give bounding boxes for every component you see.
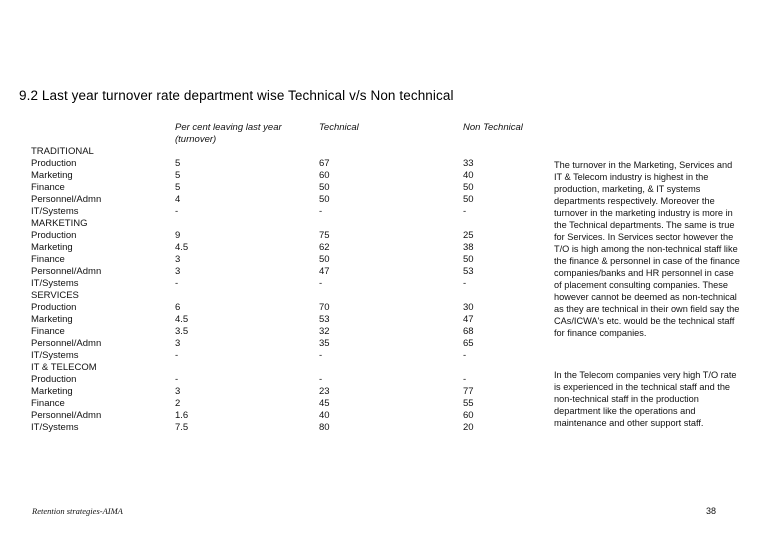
dept-name: Personnel/Admn [31, 410, 102, 421]
non-tech-value: 33 [463, 158, 474, 169]
tech-value: - [319, 278, 323, 289]
pct-value: 4.5 [175, 314, 189, 325]
tech-value: 40 [319, 410, 330, 421]
dept-name: Personnel/Admn [31, 338, 102, 349]
non-tech-value: 50 [463, 194, 474, 205]
group-spacer [175, 290, 188, 302]
dept-name: Production [31, 302, 77, 313]
non-tech-value: 40 [463, 170, 474, 181]
dept-name: IT/Systems [31, 206, 79, 217]
pct-value: 5 [175, 170, 181, 181]
pct-value: 2 [175, 398, 181, 409]
tech-value: - [319, 374, 323, 385]
non-tech-value: 25 [463, 230, 474, 241]
group-spacer [463, 218, 474, 230]
pct-value: 3 [175, 386, 181, 397]
group-spacer [319, 362, 330, 374]
non-tech-value: 20 [463, 422, 474, 433]
non-tech-value: 55 [463, 398, 474, 409]
dept-name: Production [31, 230, 77, 241]
pct-value: 9 [175, 230, 181, 241]
dept-name: Production [31, 374, 77, 385]
non-tech-value: 65 [463, 338, 474, 349]
tech-value: 50 [319, 182, 330, 193]
pct-value: 1.6 [175, 410, 189, 421]
tech-value: 70 [319, 302, 330, 313]
group-spacer [175, 218, 188, 230]
page-number: 38 [706, 506, 717, 516]
technical-column [319, 158, 330, 434]
non-tech-value: 68 [463, 326, 474, 337]
pct-value: 4.5 [175, 242, 189, 253]
non-tech-value: - [463, 278, 467, 289]
page-title: 9.2 Last year turnover rate department wise Technical v/s Non technical [19, 88, 454, 103]
tech-value: 53 [319, 314, 330, 325]
tech-value: 80 [319, 422, 330, 433]
tech-value: 62 [319, 242, 330, 253]
group-label-it-telecom: IT & TELECOM [31, 362, 97, 373]
commentary-paragraph-2: In the Telecom companies very high T/O rate is experienced in the technical staff and the non-technical staff in the production department like the operations and maintenance and other support staff. [554, 370, 737, 428]
header-percent-leaving: Per cent leaving last year (turnover) [175, 122, 282, 145]
tech-value: 47 [319, 266, 330, 277]
pct-value: 6 [175, 302, 181, 313]
pct-value: 3.5 [175, 326, 189, 337]
pct-value: 3 [175, 254, 181, 265]
dept-name: IT/Systems [31, 350, 79, 361]
non-tech-value: 38 [463, 242, 474, 253]
group-spacer [175, 362, 188, 374]
non-tech-value: 30 [463, 302, 474, 313]
commentary-paragraph-1: The turnover in the Marketing, Services and IT & Telecom industry is highest in the production, marketing, & IT systems departments respectively. Moreover the turnover in the marketing industry is more in the Technical departments. The same is true for Services. In Services sector however the T/O is high among the non-technical staff like the finance & personnel in case of the finance companies/banks and HR personnel in case of placement consulting companies. These however cannot be deemed as non-technical as they are technical in their own field say the CAs/ICWA's etc. would be the technical staff for finance companies. [554, 160, 740, 338]
tech-value: 75 [319, 230, 330, 241]
tech-value: 35 [319, 338, 330, 349]
pct-value: - [175, 350, 179, 361]
tech-value: 67 [319, 158, 330, 169]
dept-name: Finance [31, 254, 65, 265]
pct-value: 4 [175, 194, 181, 205]
dept-name: Finance [31, 326, 65, 337]
dept-name: Marketing [31, 170, 73, 181]
pct-value: - [175, 374, 179, 385]
tech-value: 45 [319, 398, 330, 409]
dept-name: Personnel/Admn [31, 194, 102, 205]
pct-value: 5 [175, 158, 181, 169]
tech-value: 50 [319, 194, 330, 205]
dept-name: Marketing [31, 242, 73, 253]
non-tech-value: - [463, 206, 467, 217]
tech-value: 50 [319, 254, 330, 265]
tech-value: - [319, 206, 323, 217]
footer-text: Retention strategies-AIMA [32, 506, 123, 516]
dept-name: Finance [31, 182, 65, 193]
non-tech-value: 53 [463, 266, 474, 277]
tech-value: - [319, 350, 323, 361]
department-names-column [31, 146, 101, 434]
group-label-traditional: TRADITIONAL [31, 146, 94, 157]
tech-value: 60 [319, 170, 330, 181]
non-technical-column [463, 158, 474, 434]
non-tech-value: - [463, 350, 467, 361]
group-label-services: SERVICES [31, 290, 79, 301]
dept-name: IT/Systems [31, 278, 79, 289]
group-spacer [463, 362, 474, 374]
dept-name: Marketing [31, 386, 73, 397]
pct-value: - [175, 206, 179, 217]
group-spacer [319, 218, 330, 230]
header-technical: Technical [319, 122, 359, 133]
pct-value: 3 [175, 338, 181, 349]
dept-name: Production [31, 158, 77, 169]
non-tech-value: 77 [463, 386, 474, 397]
group-spacer [319, 290, 330, 302]
dept-name: Personnel/Admn [31, 266, 102, 277]
group-spacer [463, 290, 474, 302]
pct-value: - [175, 278, 179, 289]
pct-value: 5 [175, 182, 181, 193]
percent-leaving-column [175, 158, 188, 434]
non-tech-value: 47 [463, 314, 474, 325]
group-label-marketing: MARKETING [31, 218, 88, 229]
non-tech-value: - [463, 374, 467, 385]
non-tech-value: 50 [463, 254, 474, 265]
non-tech-value: 50 [463, 182, 474, 193]
tech-value: 23 [319, 386, 330, 397]
pct-value: 3 [175, 266, 181, 277]
dept-name: Finance [31, 398, 65, 409]
dept-name: Marketing [31, 314, 73, 325]
header-non-technical: Non Technical [463, 122, 523, 133]
non-tech-value: 60 [463, 410, 474, 421]
tech-value: 32 [319, 326, 330, 337]
pct-value: 7.5 [175, 422, 189, 433]
dept-name: IT/Systems [31, 422, 79, 433]
